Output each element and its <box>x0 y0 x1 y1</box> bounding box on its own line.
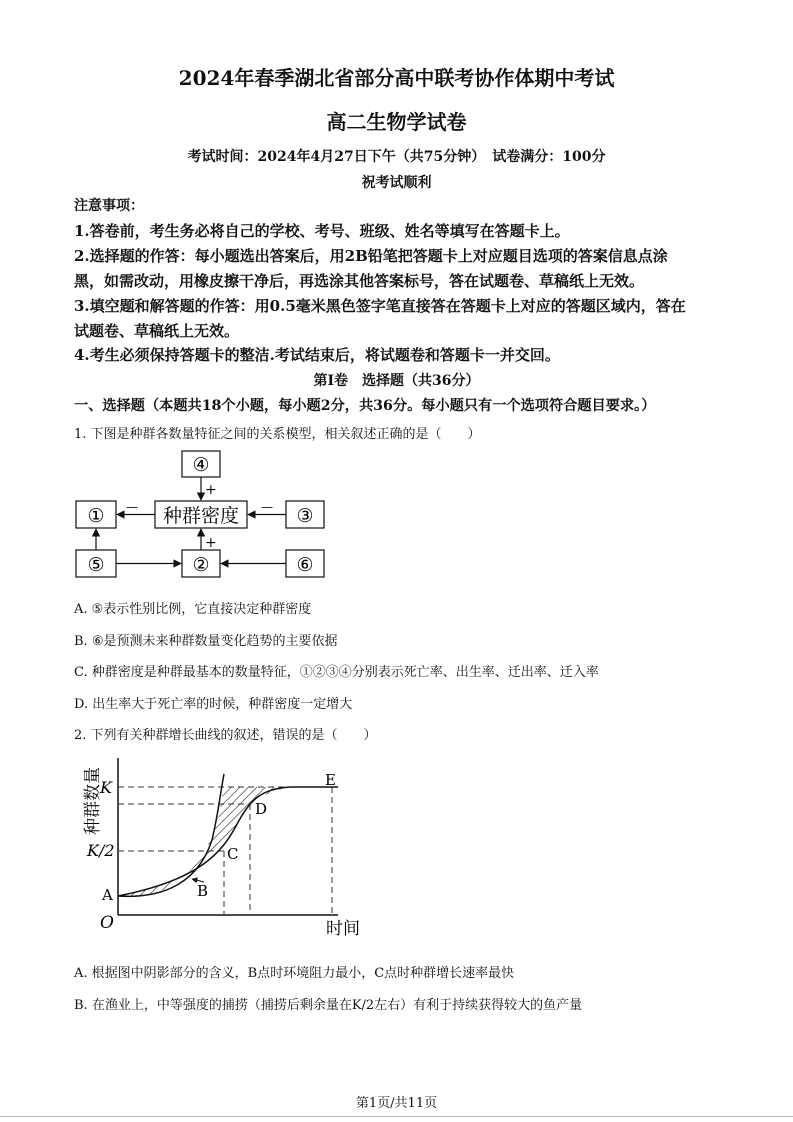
point-e-label: E <box>325 771 336 789</box>
question-1-stem: 1. 下图是种群各数量特征之间的关系模型，相关叙述正确的是（ ） <box>74 427 481 442</box>
minus-sign-right: — <box>261 500 273 514</box>
origin-label: O <box>100 913 114 933</box>
question-2-stem: 2. 下列有关种群增长曲线的叙述，错误的是（ ） <box>74 728 377 743</box>
notes-heading: 注意事项： <box>74 198 144 214</box>
node-5-label: ⑤ <box>87 554 105 576</box>
k-label: K <box>100 778 112 797</box>
question-1-option-d: D. 出生率大于死亡率的时候，种群密度一定增大 <box>74 697 353 712</box>
question-2-option-b: B. 在渔业上，中等强度的捕捞（捕捞后剩余量在K/2左右）有利于持续获得较大的鱼产量 <box>74 998 583 1013</box>
page-number: 第1页/共11页 <box>355 1096 438 1111</box>
exam-info: 考试时间：2024年4月27日下午（共75分钟） 试卷满分：100分 <box>187 149 606 165</box>
point-a-label: A <box>102 886 113 904</box>
notes-line-3: 黑，如需改动，用橡皮擦干净后，再选涂其他答案标号，答在试题卷、草稿纸上无效。 <box>74 272 645 290</box>
section-heading: 一、选择题（本题共18个小题，每小题2分，共36分。每小题只有一个选项符合题目要求。） <box>74 398 656 414</box>
node-1-label: ① <box>87 505 105 527</box>
notes-line-2: 2.选择题的作答：每小题选出答案后，用2B铅笔把答题卡上对应题目选项的答案信息点涂 <box>74 247 668 265</box>
j-shaped-curve <box>118 774 224 896</box>
question-1-option-c: C. 种群密度是种群最基本的数量特征，①②③④分别表示死亡率、出生率、迁出率、迁入率 <box>74 665 599 680</box>
minus-sign-left: — <box>126 500 138 514</box>
question-1-option-b: B. ⑥是预测未来种群数量变化趋势的主要依据 <box>74 634 338 649</box>
point-d-label: D <box>255 800 268 818</box>
y-axis-label: 种群数量 <box>83 767 103 835</box>
question-1-option-a: A. ⑤表示性别比例，它直接决定种群密度 <box>74 602 312 617</box>
notes-line-4: 3.填空题和解答题的作答：用0.5毫米黑色签字笔直接答在答题卡上对应的答题区域内，答在 <box>74 297 686 315</box>
k-half-label: K/2 <box>87 841 115 860</box>
exam-title: 2024年春季湖北省部分高中联考协作体期中考试 <box>178 66 615 90</box>
plus-sign-top: + <box>205 482 217 498</box>
question-2-option-a: A. 根据图中阴影部分的含义，B点时环境阻力最小，C点时种群增长速率最快 <box>74 966 515 981</box>
notes-line-5: 试题卷、草稿纸上无效。 <box>74 322 240 340</box>
point-c-label: C <box>227 845 239 863</box>
wish-text: 祝考试顺利 <box>361 175 432 191</box>
node-4-label: ④ <box>192 454 210 476</box>
bottom-divider <box>0 1116 793 1117</box>
population-density-model-diagram <box>0 440 793 590</box>
center-density-label: 种群密度 <box>162 505 240 527</box>
part1-title: 第Ⅰ卷 选择题（共36分） <box>313 373 480 389</box>
node-2-label: ② <box>192 554 210 576</box>
notes-line-6: 4.考生必须保持答题卡的整洁.考试结束后，将试题卷和答题卡一并交回。 <box>74 346 560 364</box>
x-axis-label: 时间 <box>326 919 360 939</box>
notes-line-1: 1.答卷前，考生务必将自己的学校、考号、班级、姓名等填写在答题卡上。 <box>74 222 570 240</box>
population-growth-curve-graph <box>0 740 793 945</box>
plus-sign-bottom: + <box>205 535 217 551</box>
node-3-label: ③ <box>296 505 314 527</box>
paper-subtitle: 高二生物学试卷 <box>326 110 467 134</box>
node-6-label: ⑥ <box>296 554 314 576</box>
point-b-label: B <box>197 882 209 900</box>
